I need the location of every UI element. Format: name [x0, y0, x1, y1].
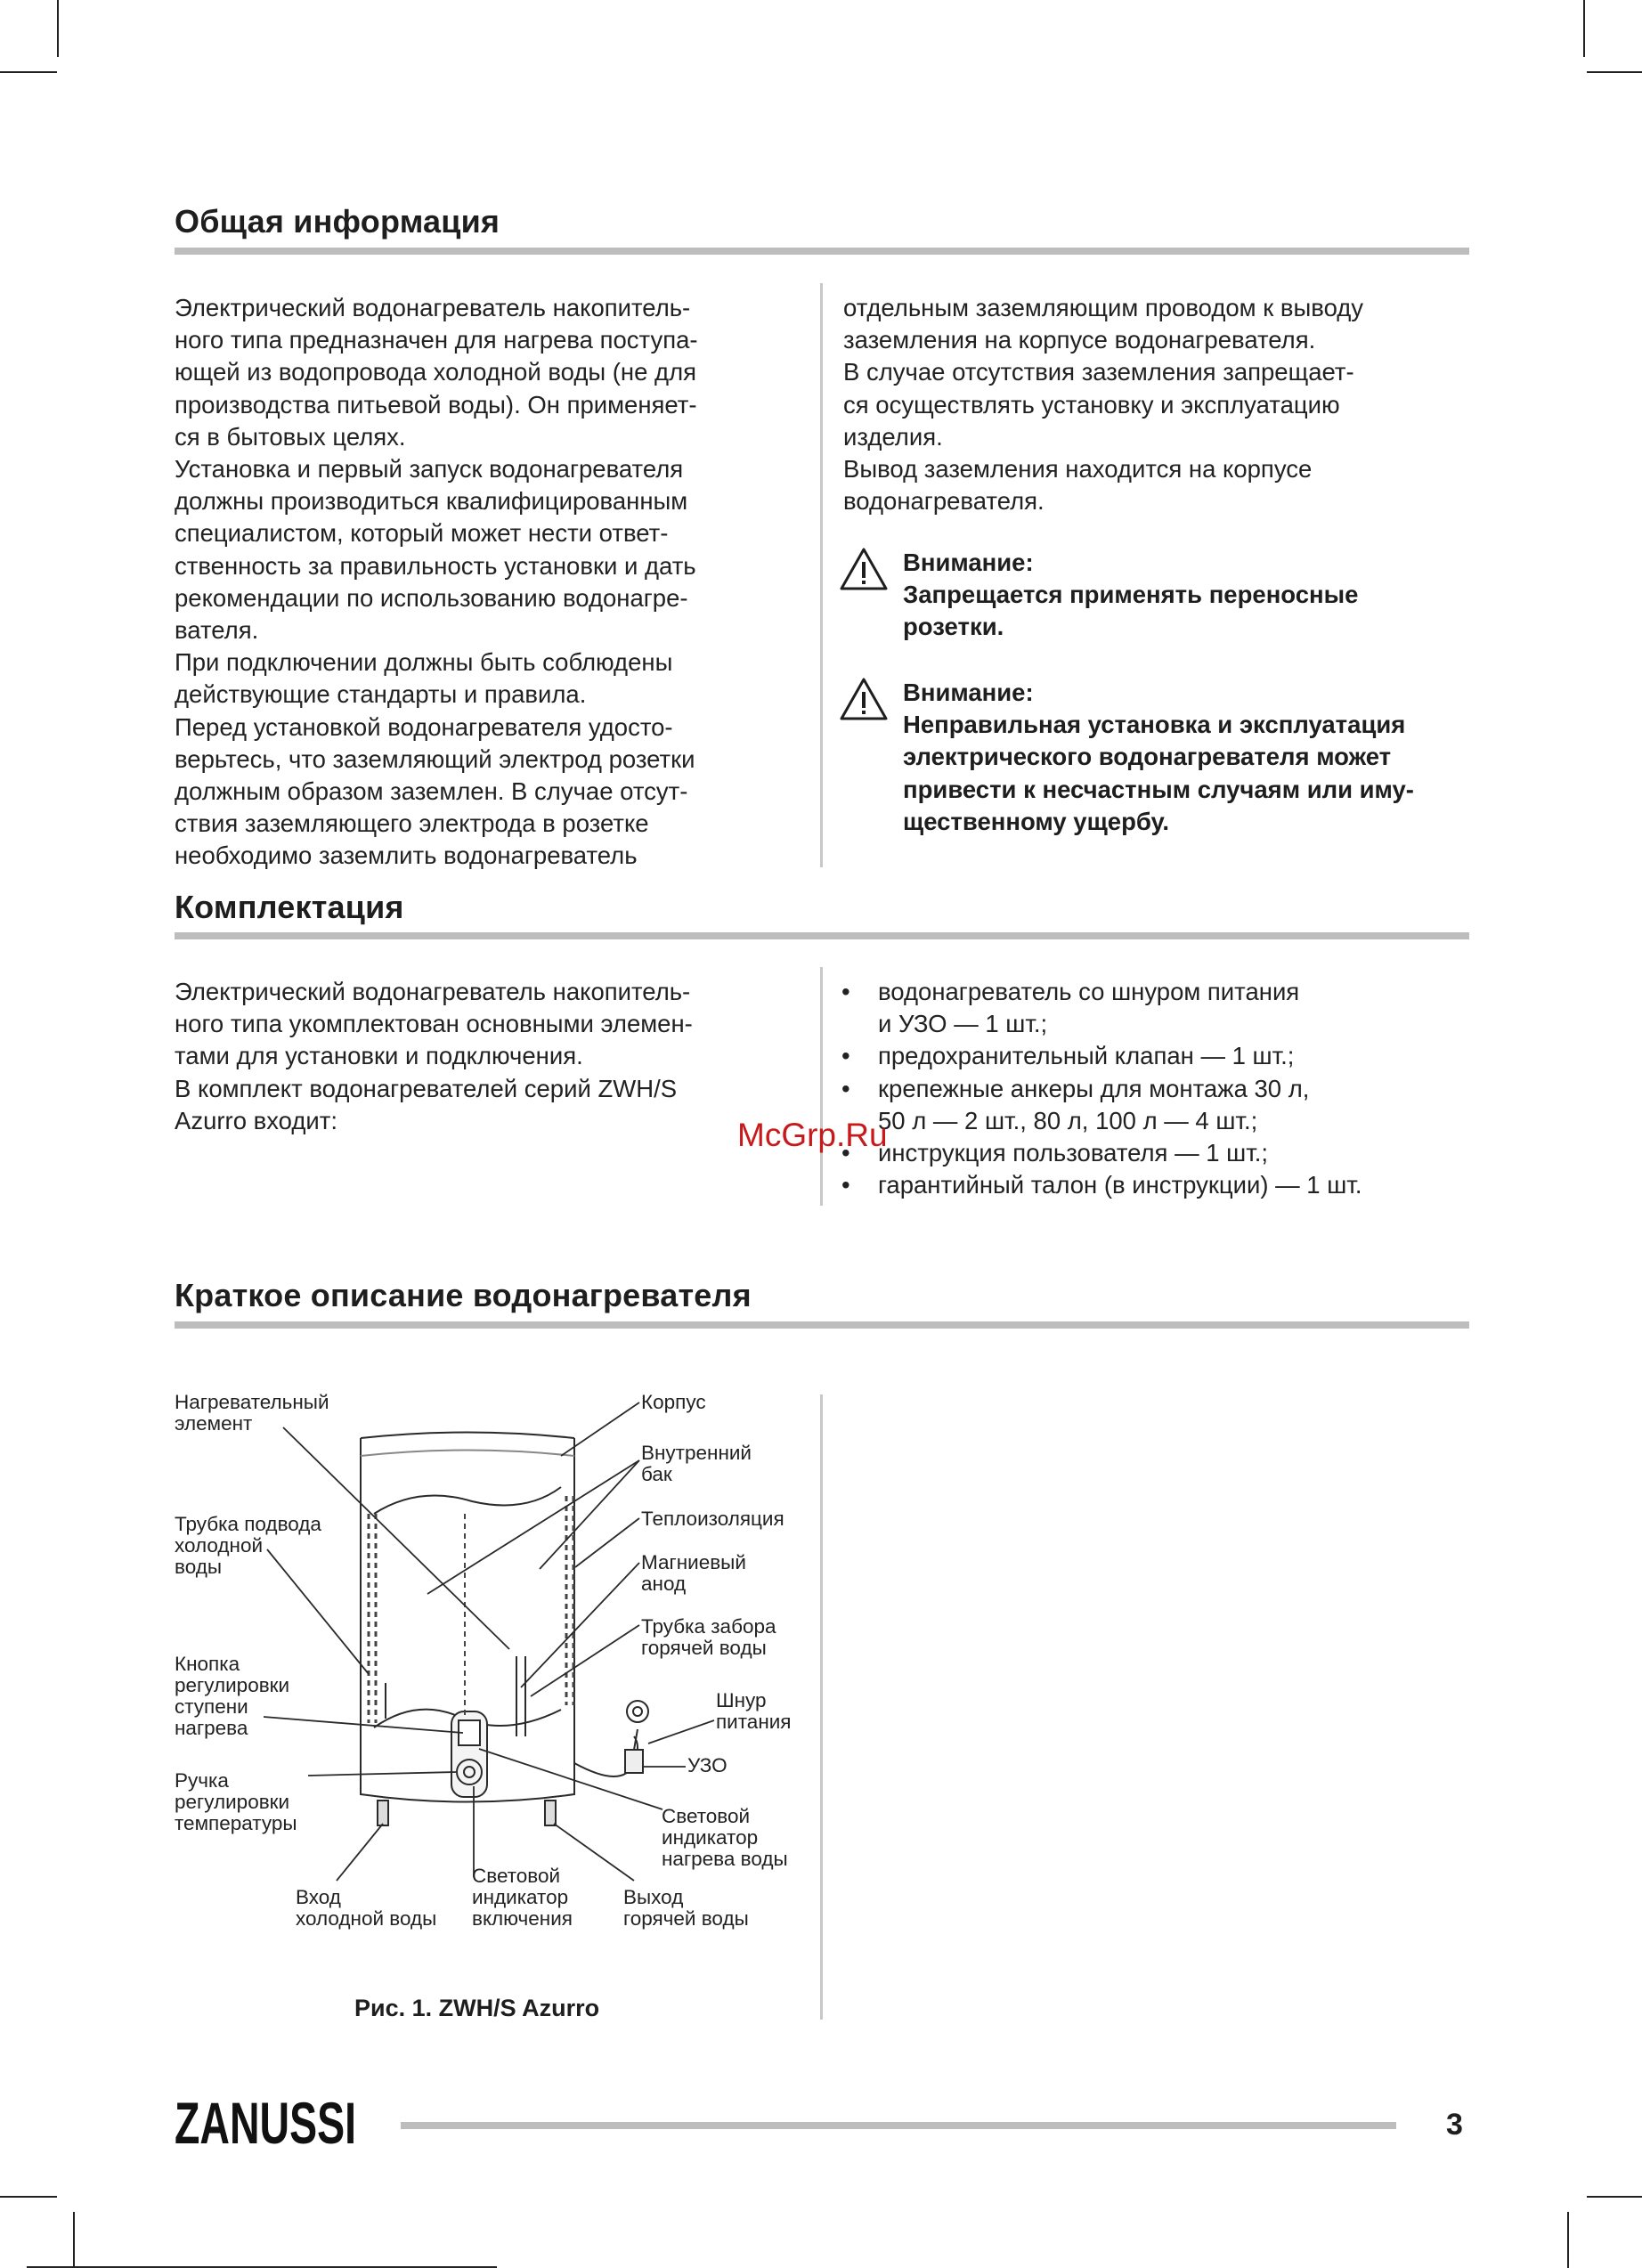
- label-cold-water-tube: [175, 1514, 321, 1578]
- diagram-label-line: холодной воды: [296, 1907, 437, 1930]
- label-inner-tank: [641, 1443, 752, 1485]
- text-line: изделия.: [843, 422, 943, 451]
- text-line: В случае отсутствия заземления запрещает-: [843, 358, 1354, 386]
- diagram-label-line: горячей воды: [641, 1637, 767, 1659]
- text-line: производства питьевой воды). Он применяет-: [175, 390, 697, 419]
- text-line: вателя.: [175, 616, 259, 645]
- diagram-label-line: Магниевый: [641, 1551, 746, 1573]
- label-insulation: [641, 1508, 784, 1530]
- diagram-label-line: индикатор: [472, 1886, 569, 1908]
- text-line: заземления на корпусе водонагревателя.: [843, 326, 1316, 354]
- text-line: Электрический водонагреватель накопитель-: [175, 294, 691, 321]
- kit-item-line: • предохранительный клапан — 1 шт.;: [878, 1042, 1295, 1070]
- text-line: При подключении должны быть соблюдены: [175, 648, 673, 677]
- diagram-label-line: элемент: [175, 1412, 253, 1435]
- diagram-label-line: температуры: [175, 1812, 297, 1834]
- label-magnesium-anode: [641, 1552, 746, 1595]
- text-line: отдельным заземляющим проводом к выводу: [843, 294, 1364, 321]
- footer-rule: [401, 2122, 1396, 2129]
- text-line: ся осуществлять установку и эксплуатацию: [843, 390, 1340, 419]
- warning-line: розетки.: [903, 613, 1004, 641]
- text-line: рекомендации по использованию водонагре-: [175, 583, 688, 612]
- warning-line: электрического водонагревателя может: [903, 743, 1392, 771]
- diagram-label-line: Трубка забора: [641, 1615, 776, 1638]
- page-number: 3: [1446, 2108, 1463, 2142]
- kit-item-line: 50 л — 2 шт., 80 л, 100 л — 4 шт.;: [878, 1106, 1258, 1134]
- diagram-label-line: ступени: [175, 1695, 248, 1718]
- diagram-label-line: включения: [472, 1907, 573, 1930]
- kit-item-line: • водонагреватель со шнуром питания: [878, 978, 1300, 1005]
- diagram-label-line: Выход: [623, 1886, 684, 1908]
- diagram-label-line: воды: [175, 1556, 223, 1578]
- kit-item-line: • крепежные анкеры для монтажа 30 л,: [878, 1074, 1310, 1102]
- diagram-label-line: Ручка: [175, 1769, 229, 1792]
- text-line: ющей из водопровода холодной воды (не для: [175, 358, 697, 386]
- kit-item-line: • инструкция пользователя — 1 шт.;: [878, 1139, 1269, 1167]
- warning-line: Внимание:: [903, 549, 1034, 576]
- diagram-label-line: Световой: [662, 1805, 751, 1827]
- text-line: ся в бытовых целях.: [175, 422, 406, 451]
- text-line: Установка и первый запуск водонагревателя: [175, 455, 684, 484]
- text-line: должным образом заземлен. В случае отсут-: [175, 777, 688, 806]
- label-heat-step-button: [175, 1654, 289, 1739]
- diagram-label-line: регулировки: [175, 1674, 290, 1696]
- text-line: ного типа укомплектован основными элемен-: [175, 1010, 693, 1038]
- diagram-label-line: Кнопка: [175, 1653, 240, 1675]
- text-line: водонагревателя.: [843, 487, 1045, 516]
- label-hot-water-outlet: [623, 1887, 749, 1930]
- diagram-label-line: анод: [641, 1573, 687, 1595]
- text-line: Перед установкой водонагревателя удосто-: [175, 712, 673, 741]
- diagram-label-line: Корпус: [641, 1391, 706, 1413]
- diagram-label-line: УЗО: [687, 1754, 728, 1776]
- section-title-general: Общая информация: [175, 203, 500, 240]
- label-rcd: [687, 1755, 728, 1776]
- label-power-cord: [716, 1690, 792, 1733]
- text-line: действующие стандарты и правила.: [175, 680, 587, 709]
- text-line: Электрический водонагреватель накопитель-: [175, 978, 691, 1005]
- diagram-label-line: регулировки: [175, 1791, 290, 1813]
- warning-line: Внимание:: [903, 679, 1034, 706]
- label-power-indicator: [472, 1866, 573, 1930]
- svg-text:ZANUSSI: ZANUSSI: [175, 2090, 356, 2156]
- text-line: специалистом, который может нести ответ-: [175, 519, 669, 548]
- diagram-label-line: Световой: [472, 1865, 561, 1887]
- warning-line: щественному ущербу.: [903, 807, 1170, 835]
- text-line: ного типа предназначен для нагрева поступа-: [175, 326, 698, 354]
- label-temperature-knob: [175, 1770, 297, 1834]
- warning-line: привести к несчастным случаям или иму-: [903, 775, 1414, 803]
- label-heating-element: [175, 1392, 329, 1435]
- text-line: необходимо заземлить водонагреватель: [175, 841, 638, 870]
- diagram-label-line: бак: [641, 1463, 672, 1485]
- diagram-label-line: Трубка подвода: [175, 1513, 321, 1535]
- label-body: [641, 1392, 706, 1413]
- text-line: должны производиться квалифицированным: [175, 487, 688, 516]
- label-cold-water-inlet: [296, 1887, 436, 1930]
- zanussi-logo: [175, 2090, 356, 2156]
- diagram-label-line: Внутренний: [641, 1442, 752, 1464]
- text-line: Вывод заземления находится на корпусе: [843, 455, 1313, 484]
- section-title-description: Краткое описание водонагревателя: [175, 1277, 752, 1313]
- figure-caption: Рис. 1. ZWH/S Azurro: [354, 1995, 600, 2021]
- diagram-label-line: Теплоизоляция: [641, 1508, 784, 1530]
- label-heating-indicator: [662, 1806, 788, 1870]
- text-line: ственность за правильность установки и дать: [175, 551, 696, 580]
- diagram-label-line: нагрева: [175, 1717, 248, 1739]
- warning-line: Запрещается применять переносные: [903, 581, 1359, 609]
- kit-item-line: • гарантийный талон (в инструкции) — 1 шт.: [878, 1171, 1362, 1199]
- warning-line: Неправильная установка и эксплуатация: [903, 711, 1406, 739]
- diagram-label-line: Вход: [296, 1886, 341, 1908]
- diagram-label-line: питания: [716, 1711, 792, 1733]
- text-line: верьтесь, что заземляющий электрод розетки: [175, 744, 695, 773]
- diagram-label-line: горячей воды: [623, 1907, 749, 1930]
- diagram-label-line: нагрева воды: [662, 1848, 788, 1870]
- section-title-kit: Комплектация: [175, 889, 404, 925]
- diagram-label-line: холодной: [175, 1534, 264, 1557]
- diagram-label-line: Шнур: [716, 1689, 767, 1711]
- watermark: McGrp.Ru: [737, 1117, 888, 1153]
- diagram-label-line: Нагревательный: [175, 1391, 329, 1413]
- diagram-label-line: индикатор: [662, 1826, 759, 1849]
- label-hot-water-tube: [641, 1616, 776, 1659]
- kit-item-line: и УЗО — 1 шт.;: [878, 1010, 1048, 1038]
- text-line: Azurro входит:: [175, 1106, 338, 1134]
- text-line: ствия заземляющего электрода в розетке: [175, 809, 649, 838]
- text-line: тами для установки и подключения.: [175, 1042, 583, 1070]
- text-line: В комплект водонагревателей серий ZWH/S: [175, 1074, 678, 1102]
